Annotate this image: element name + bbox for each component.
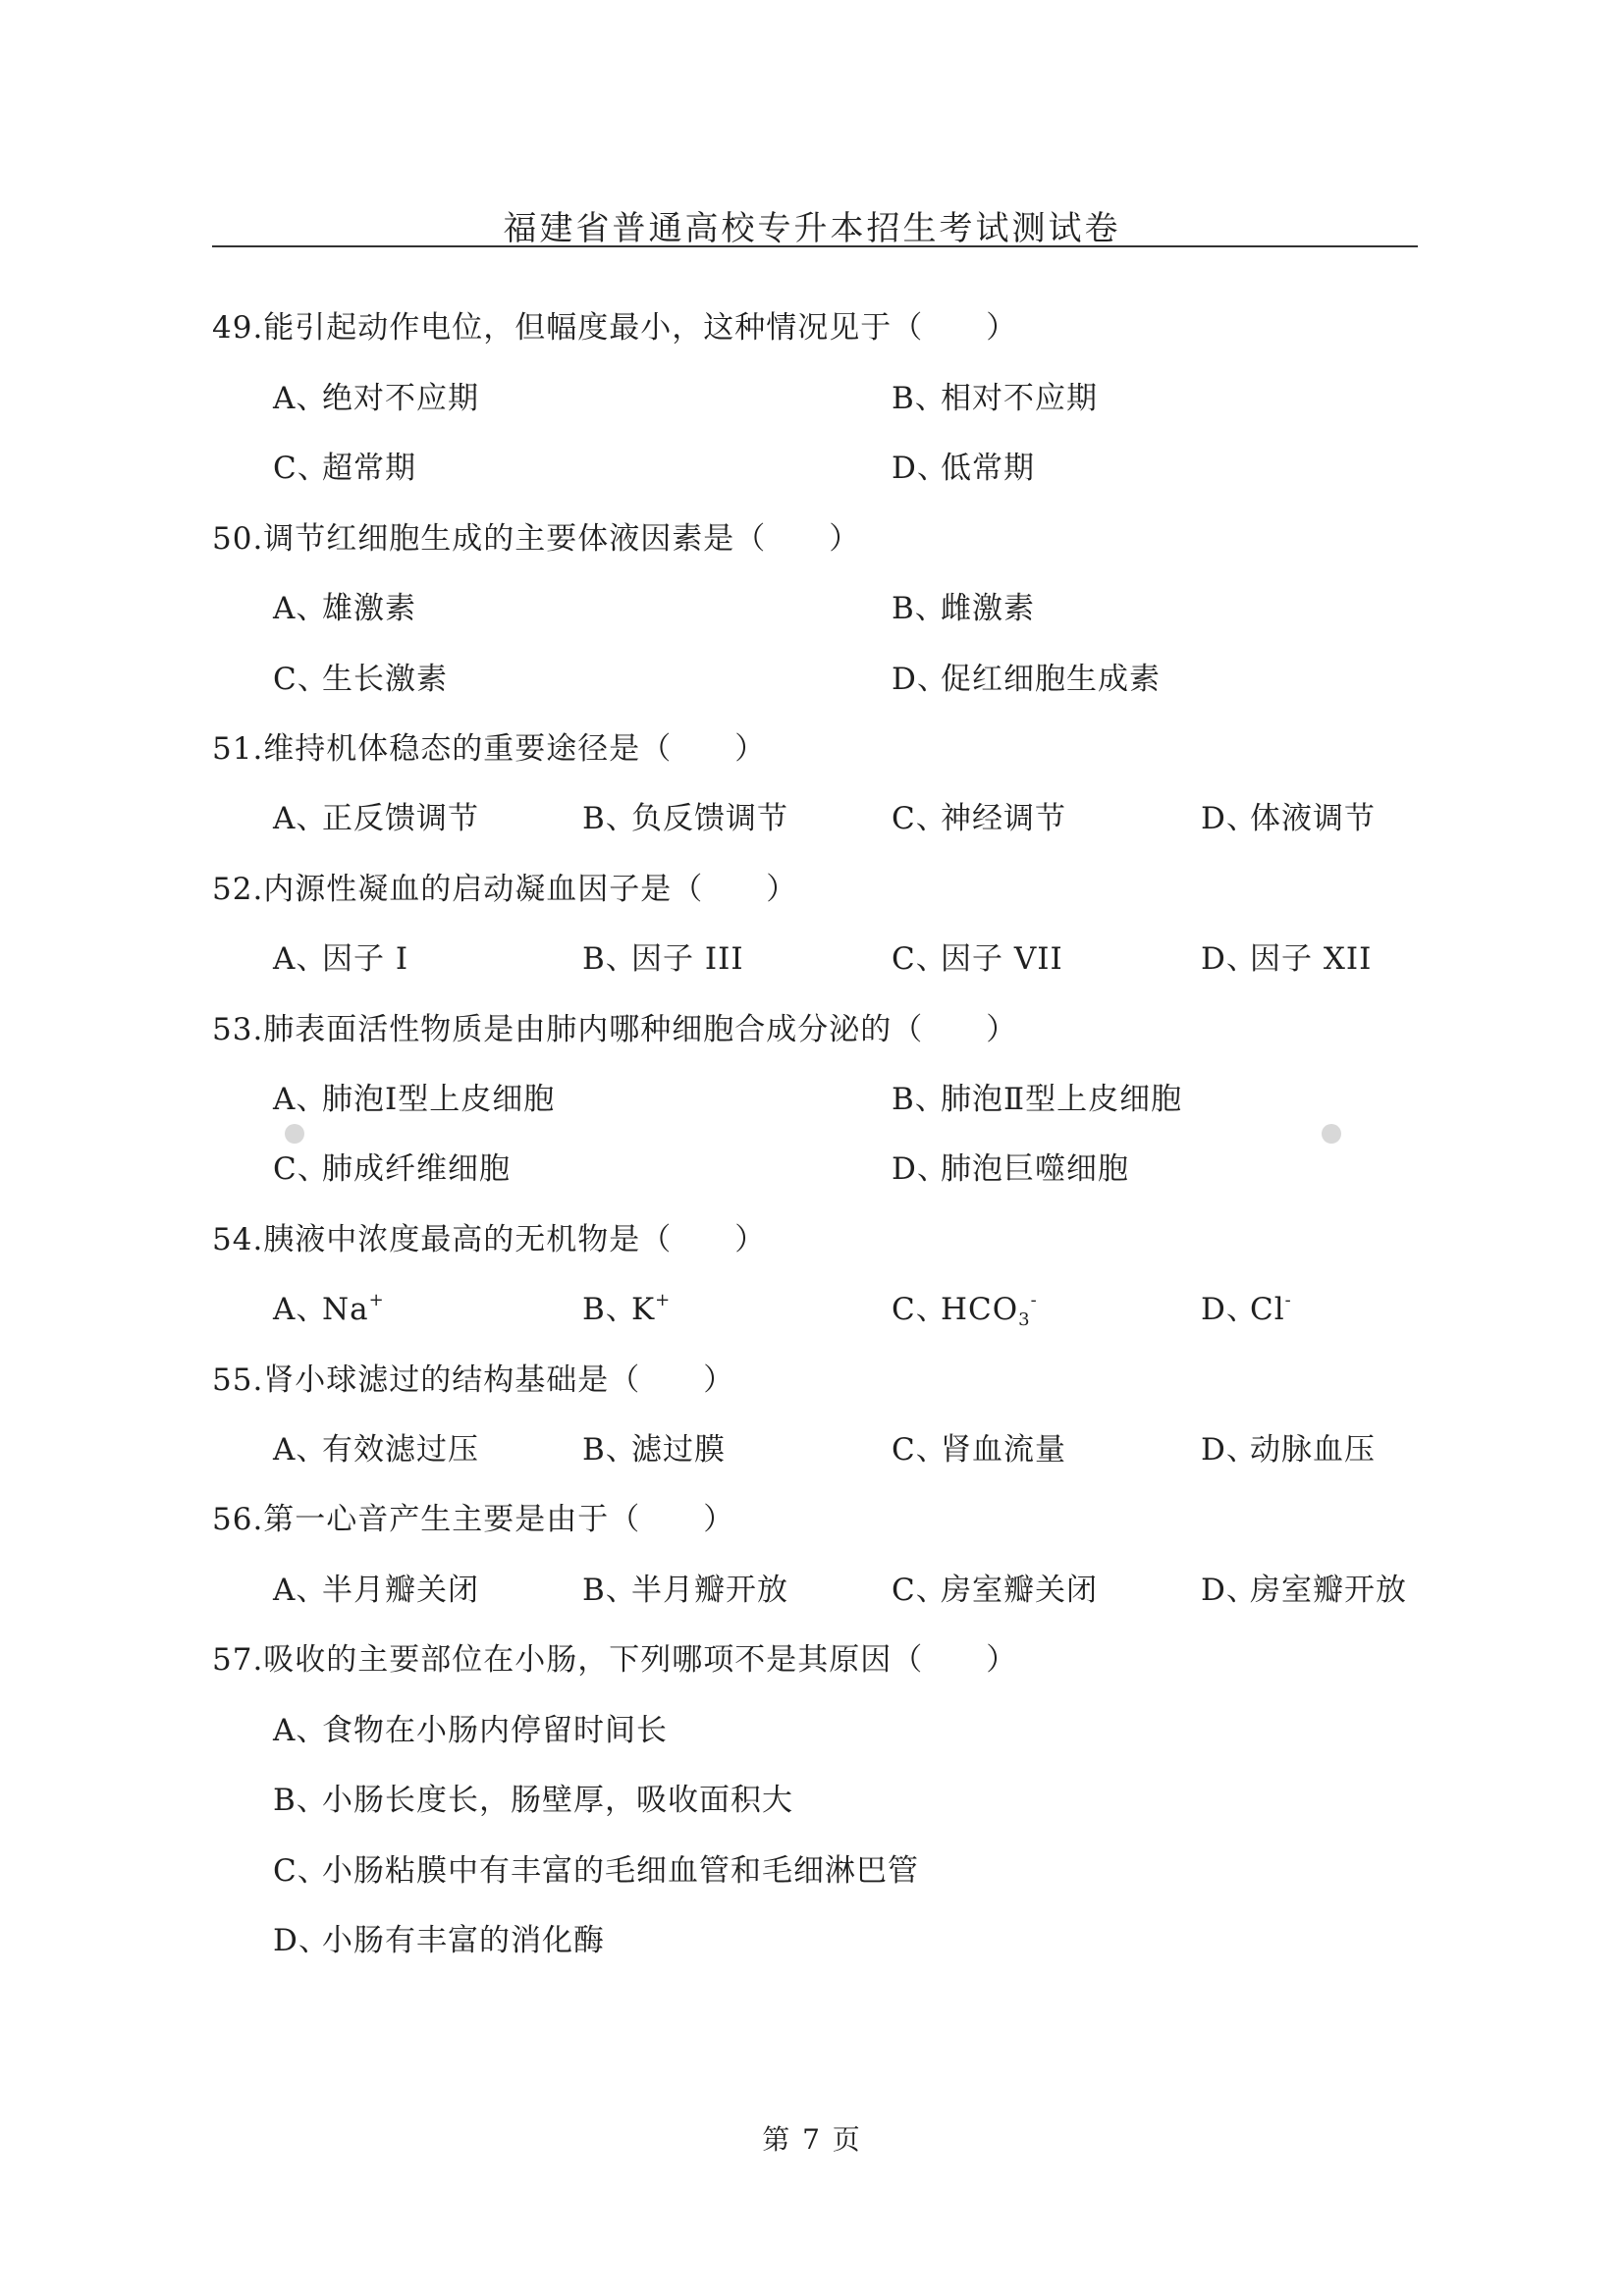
option-text: 肺泡Ⅱ型上皮细胞 xyxy=(941,1082,1183,1117)
option-key: C、 xyxy=(273,1151,329,1187)
option-key: D、 xyxy=(273,1923,330,1958)
q54-option-b xyxy=(582,1284,671,1328)
option-key: B、 xyxy=(582,1292,637,1327)
q57-option-c xyxy=(273,1845,919,1890)
option-key: C、 xyxy=(273,1853,329,1889)
option-text: 低常期 xyxy=(941,451,1035,486)
q55-option-c xyxy=(892,1424,1066,1468)
option-text: 有效滤过压 xyxy=(322,1432,479,1468)
option-key: A、 xyxy=(273,1713,328,1748)
option-text: 肾血流量 xyxy=(941,1432,1066,1468)
q56-option-a xyxy=(273,1565,479,1609)
option-key: D、 xyxy=(1201,801,1258,836)
option-text: 因子 III xyxy=(631,941,744,977)
option-text: 肺泡巨噬细胞 xyxy=(941,1151,1129,1187)
option-key: A、 xyxy=(273,591,328,626)
option-key: B、 xyxy=(582,1432,637,1468)
q50-option-d xyxy=(892,654,1161,698)
option-key: C、 xyxy=(273,451,329,486)
option-key: A、 xyxy=(273,1292,328,1327)
q55-option-b xyxy=(582,1424,726,1468)
charge-superscript: - xyxy=(1030,1290,1038,1310)
option-key: C、 xyxy=(273,662,329,697)
option-key: B、 xyxy=(892,591,947,626)
q52-option-b xyxy=(582,934,744,978)
option-key: B、 xyxy=(582,801,637,836)
option-text: 动脉血压 xyxy=(1250,1432,1376,1468)
option-key: D、 xyxy=(1201,1292,1258,1327)
option-text: 负反馈调节 xyxy=(631,801,788,836)
option-key: D、 xyxy=(892,451,948,486)
charge-superscript: + xyxy=(655,1290,672,1310)
option-key: D、 xyxy=(1201,1432,1258,1468)
option-key: A、 xyxy=(273,1573,328,1608)
question-55-stem: 55.肾小球滤过的结构基础是（ ） xyxy=(212,1362,735,1398)
option-text: 雌激素 xyxy=(941,591,1035,626)
option-key: B、 xyxy=(582,941,637,977)
option-text: 生长激素 xyxy=(322,662,448,697)
q56-option-c xyxy=(892,1565,1098,1609)
option-key: C、 xyxy=(892,1292,947,1327)
q52-option-d xyxy=(1201,934,1372,978)
q53-option-a xyxy=(273,1074,555,1118)
q49-option-c xyxy=(273,443,416,487)
q50-option-c xyxy=(273,654,448,698)
option-text: 房室瓣开放 xyxy=(1250,1573,1407,1608)
option-key: D、 xyxy=(892,1151,948,1187)
option-key: B、 xyxy=(582,1573,637,1608)
option-text: 半月瓣关闭 xyxy=(322,1573,479,1608)
charge-superscript: - xyxy=(1284,1290,1292,1310)
q57-option-a xyxy=(273,1705,668,1749)
question-57-stem: 57.吸收的主要部位在小肠，下列哪项不是其原因（ ） xyxy=(212,1642,1018,1678)
question-49-stem: 49.能引起动作电位，但幅度最小，这种情况见于（ ） xyxy=(212,310,1018,346)
scan-speck xyxy=(285,1124,304,1144)
option-key: B、 xyxy=(892,1082,947,1117)
option-text: 小肠长度长，肠壁厚，吸收面积大 xyxy=(322,1783,793,1818)
option-text: 正反馈调节 xyxy=(322,801,479,836)
option-text: 相对不应期 xyxy=(941,381,1098,416)
option-text: 因子 I xyxy=(322,941,409,977)
q49-option-d xyxy=(892,443,1035,487)
page-number: 第 7 页 xyxy=(762,2123,862,2156)
q51-option-b xyxy=(582,793,788,837)
option-key: C、 xyxy=(892,1432,947,1468)
q54-option-d xyxy=(1201,1284,1292,1328)
option-key: C、 xyxy=(892,1573,947,1608)
q57-option-d xyxy=(273,1915,605,1959)
option-text: 雄激素 xyxy=(322,591,416,626)
option-key: C、 xyxy=(892,801,947,836)
q54-option-c xyxy=(892,1284,1038,1330)
option-text: 滤过膜 xyxy=(631,1432,726,1468)
question-54-stem: 54.胰液中浓度最高的无机物是（ ） xyxy=(212,1222,767,1257)
question-50-stem: 50.调节红细胞生成的主要体液因素是（ ） xyxy=(212,521,861,557)
q49-option-b xyxy=(892,373,1098,417)
q57-option-b xyxy=(273,1775,793,1819)
scan-speck xyxy=(1322,1124,1341,1144)
option-text: 神经调节 xyxy=(941,801,1066,836)
option-text: 因子 VII xyxy=(941,941,1063,977)
q56-option-d xyxy=(1201,1565,1407,1609)
q56-option-b xyxy=(582,1565,788,1609)
option-text: 体液调节 xyxy=(1250,801,1376,836)
option-key: A、 xyxy=(273,1432,328,1468)
option-text: Na xyxy=(322,1292,369,1327)
option-key: B、 xyxy=(273,1783,328,1818)
option-key: D、 xyxy=(1201,1573,1258,1608)
q53-option-b xyxy=(892,1074,1182,1118)
question-51-stem: 51.维持机体稳态的重要途径是（ ） xyxy=(212,731,767,767)
option-text: 小肠有丰富的消化酶 xyxy=(322,1923,605,1958)
option-key: D、 xyxy=(892,662,948,697)
header-divider xyxy=(212,245,1418,247)
option-key: A、 xyxy=(273,1082,328,1117)
option-text: 促红细胞生成素 xyxy=(941,662,1161,697)
question-52-stem: 52.内源性凝血的启动凝血因子是（ ） xyxy=(212,872,798,907)
option-key: D、 xyxy=(1201,941,1258,977)
option-key: B、 xyxy=(892,381,947,416)
q55-option-a xyxy=(273,1424,479,1468)
q51-option-c xyxy=(892,793,1066,837)
option-text: 超常期 xyxy=(322,451,416,486)
q51-option-d xyxy=(1201,793,1376,837)
question-53-stem: 53.肺表面活性物质是由肺内哪种细胞合成分泌的（ ） xyxy=(212,1012,1018,1047)
q51-option-a xyxy=(273,793,479,837)
q54-option-a xyxy=(273,1284,385,1328)
option-key: A、 xyxy=(273,381,328,416)
q53-option-d xyxy=(892,1144,1129,1188)
option-text: K xyxy=(631,1292,656,1327)
q50-option-a xyxy=(273,583,416,627)
option-text: 半月瓣开放 xyxy=(631,1573,788,1608)
option-text: Cl xyxy=(1250,1292,1285,1327)
option-text: 食物在小肠内停留时间长 xyxy=(322,1713,668,1748)
option-key: A、 xyxy=(273,941,328,977)
q52-option-c xyxy=(892,934,1063,978)
option-text: 绝对不应期 xyxy=(322,381,479,416)
charge-superscript: + xyxy=(368,1290,385,1310)
q52-option-a xyxy=(273,934,408,978)
option-key: C、 xyxy=(892,941,947,977)
q49-option-a xyxy=(273,373,479,417)
option-text: 小肠粘膜中有丰富的毛细血管和毛细淋巴管 xyxy=(322,1853,919,1889)
option-text: 因子 XII xyxy=(1250,941,1373,977)
formula-subscript: 3 xyxy=(1018,1309,1031,1330)
option-text: 肺成纤维细胞 xyxy=(322,1151,511,1187)
q50-option-b xyxy=(892,583,1035,627)
exam-header-title: 福建省普通高校专升本招生考试测试卷 xyxy=(503,209,1121,248)
q55-option-d xyxy=(1201,1424,1376,1468)
q53-option-c xyxy=(273,1144,511,1188)
question-56-stem: 56.第一心音产生主要是由于（ ） xyxy=(212,1502,735,1537)
option-text: 房室瓣关闭 xyxy=(941,1573,1098,1608)
option-key: A、 xyxy=(273,801,328,836)
option-text: 肺泡Ⅰ型上皮细胞 xyxy=(322,1082,556,1117)
option-text: HCO xyxy=(941,1292,1019,1327)
